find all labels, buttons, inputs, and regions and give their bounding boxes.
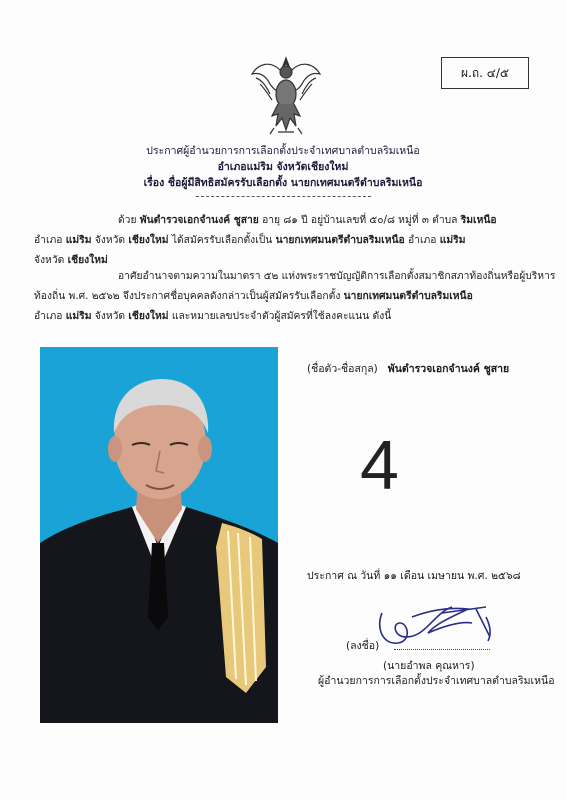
candidate-name-row [307, 360, 509, 377]
header-divider [196, 196, 371, 197]
paragraph-2-line-3: อำเภอ แม่ริม จังหวัด เชียงใหม่ และหมายเลขประจำตัวผู้สมัครที่ใช้ลงคะแนน ดังนี้ [34, 310, 392, 322]
header-line-1: ประกาศผู้อำนวยการการเลือกตั้งประจำเทศบาลตำบลริมเหนือ [146, 145, 420, 157]
header-line-2: อำเภอแม่ริม จังหวัดเชียงใหม่ [217, 161, 349, 173]
signer-name: (นายอำพล คุณหาร) [383, 660, 475, 672]
paragraph-2-line-1: อาศัยอำนาจตามความในมาตรา ๕๒ แห่งพระราชบัญญัติการเลือกตั้งสมาชิกสภาท้องถิ่นหรือผู้บริหาร [118, 270, 556, 282]
signer-title: ผู้อำนวยการการเลือกตั้งประจำเทศบาลตำบลริมเหนือ [318, 675, 555, 687]
paragraph-2 [34, 266, 556, 326]
form-code: ผ.ถ. ๔/๕ [461, 65, 509, 80]
paragraph-1-line-2: อำเภอ แม่ริม จังหวัด เชียงใหม่ ได้สมัครรับเลือกตั้งเป็น นายกเทศมนตรีตำบลริมเหนือ อำเภอ แม่ริม [34, 234, 466, 246]
candidate-number: 4 [360, 426, 399, 504]
header-line-3: เรื่อง ชื่อผู้มีสิทธิสมัครรับเลือกตั้ง นายกเทศมนตรีตำบลริมเหนือ [143, 177, 423, 189]
candidate-name: พันตำรวจเอกจำนงค์ ชูสาย [387, 363, 510, 375]
paragraph-1 [34, 210, 534, 270]
paragraph-1-line-1: ด้วย พันตำรวจเอกจำนงค์ ชูสาย อายุ ๘๑ ปี อยู่บ้านเลขที่ ๕๐/๘ หมู่ที่ ๓ ตำบล ริมเหนือ [118, 214, 497, 226]
candidate-name-label: (ชื่อตัว-ชื่อสกุล) [307, 363, 378, 375]
announcement-date: ประกาศ ณ วันที่ ๑๑ เดือน เมษายน พ.ศ. ๒๕๖๘ [307, 570, 521, 582]
garuda-emblem-icon [248, 54, 324, 138]
form-code-box [441, 57, 529, 89]
paragraph-2-line-2: ท้องถิ่น พ.ศ. ๒๕๖๒ จึงประกาศชื่อบุคคลดังกล่าวเป็นผู้สมัครรับเลือกตั้ง นายกเทศมนตรีตำบลริมเหนือ [34, 290, 473, 302]
announcement-header [60, 143, 506, 191]
signature-image [372, 593, 502, 655]
signature-line [394, 649, 490, 650]
signature-label: (ลงชื่อ) [346, 640, 380, 652]
paragraph-1-line-3: จังหวัด เชียงใหม่ [34, 254, 108, 266]
candidate-photo [40, 347, 278, 723]
